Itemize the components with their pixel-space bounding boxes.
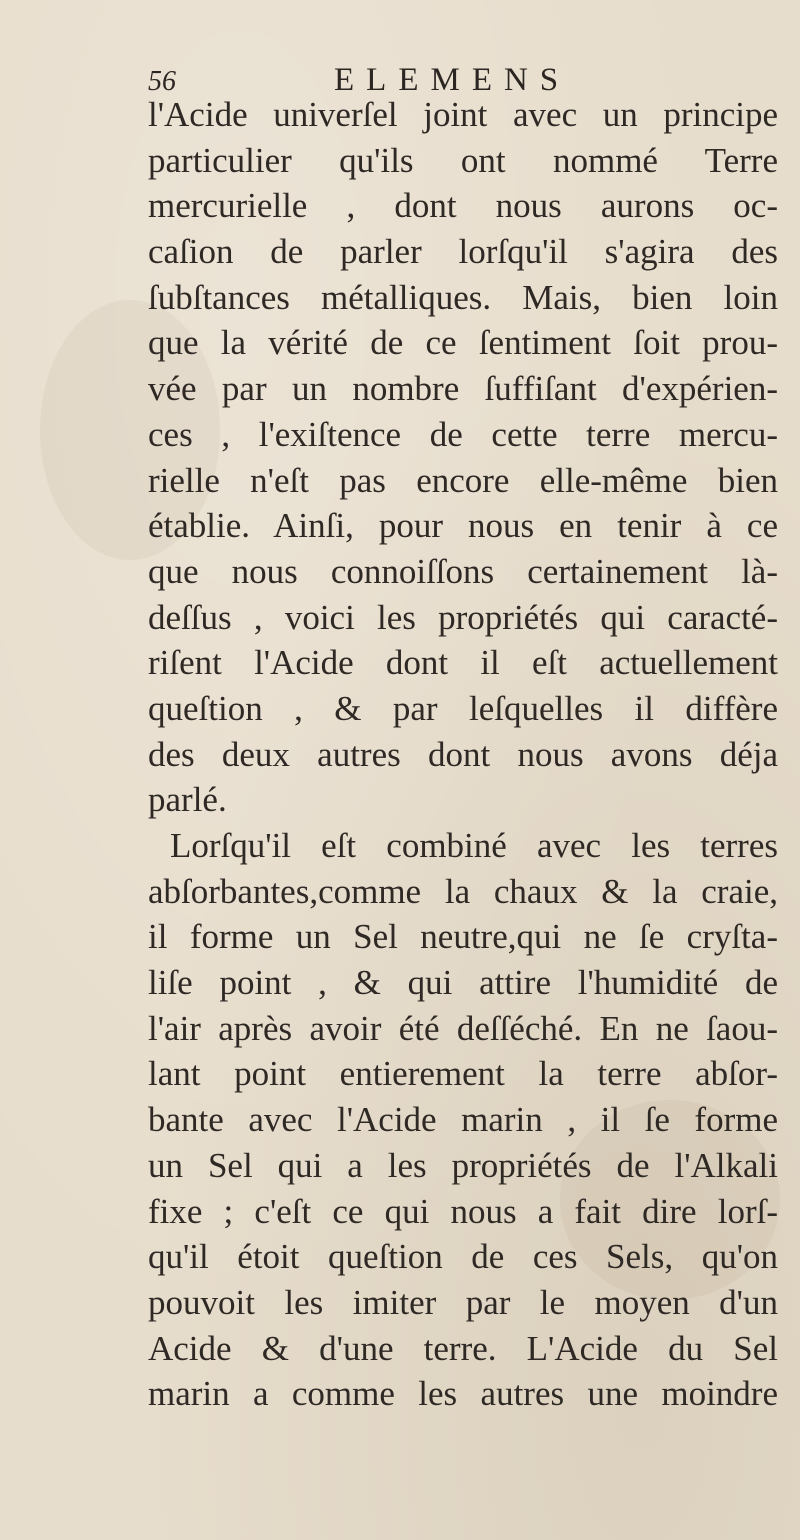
text-line: riſent l'Acide dont il eſt actuellement — [148, 643, 778, 683]
body-text — [148, 92, 778, 1417]
text-line: marin a comme les autres une moindre — [148, 1374, 778, 1414]
text-line: parlé. — [148, 780, 227, 820]
text-line: caſion de parler lorſqu'il s'agira des — [148, 232, 778, 272]
text-line: Acide & d'une terre. L'Acide du Sel — [148, 1328, 778, 1368]
text-line: établie. Ainſi, pour nous en tenir à ce — [148, 506, 778, 546]
text-line: fixe ; c'eſt ce qui nous a fait dire lorſ- — [148, 1191, 778, 1231]
text-line: des deux autres dont nous avons déja — [148, 734, 778, 774]
text-line: vée par un nombre ſuffiſant d'expérien- — [148, 369, 778, 409]
text-line: queſtion , & par leſquelles il diffère — [148, 688, 778, 728]
text-line: abſorbantes,comme la chaux & la craie, — [148, 871, 778, 911]
text-line: particulier qu'ils ont nommé Terre — [148, 140, 778, 180]
text-line: l'Acide univerſel joint avec un principe — [148, 95, 778, 134]
text-line: un Sel qui a les propriétés de l'Alkali — [148, 1145, 778, 1185]
text-line: deſſus , voici les propriétés qui caracté- — [148, 597, 778, 637]
text-line: mercurielle , dont nous aurons oc- — [148, 186, 778, 226]
text-line: Lorſqu'il eſt combiné avec les terres — [170, 826, 778, 865]
text-line: bante avec l'Acide marin , il ſe forme — [148, 1100, 778, 1140]
text-line: rielle n'eſt pas encore elle-même bien — [148, 460, 778, 500]
text-line: que nous connoiſſons certainement là- — [148, 551, 778, 591]
text-line: ces , l'exiſtence de cette terre mercu- — [148, 414, 778, 454]
text-line: lant point entierement la terre abſor- — [148, 1054, 778, 1094]
text-line: ſubſtances métalliques. Mais, bien loin — [148, 277, 778, 317]
page-number: 56 — [148, 66, 176, 97]
text-line: que la vérité de ce ſentiment ſoit prou- — [148, 323, 778, 363]
text-line: l'air après avoir été deſſéché. En ne ſaou- — [148, 1008, 778, 1048]
running-title: ELEMENS — [334, 62, 571, 98]
text-line: qu'il étoit queſtion de ces Sels, qu'on — [148, 1237, 778, 1277]
text-line: liſe point , & qui attire l'humidité de — [148, 963, 778, 1003]
text-line: pouvoit les imiter par le moyen d'un — [148, 1282, 778, 1322]
text-line: il forme un Sel neutre,qui ne ſe cryſta- — [148, 917, 778, 957]
